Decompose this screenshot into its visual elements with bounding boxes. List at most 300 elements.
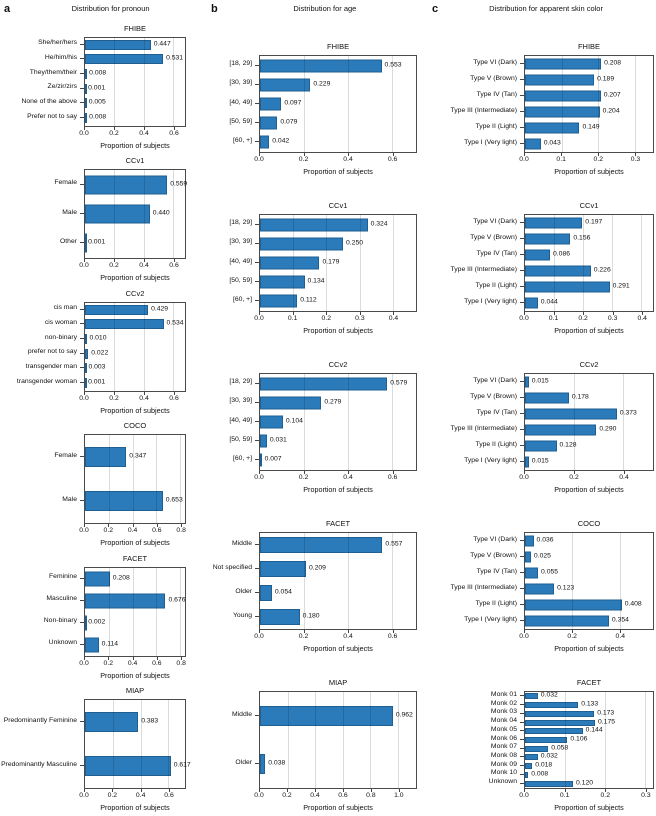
- x-axis-label: Proportion of subjects: [554, 803, 624, 812]
- bar-chart-b-miap: [211, 678, 432, 812]
- bar-chart-c-coco: [432, 519, 654, 653]
- panel-c-header: [432, 4, 654, 17]
- bar: [260, 136, 269, 149]
- chart-title: FACET: [325, 519, 351, 528]
- bar-value-label: 0.207: [603, 91, 621, 99]
- y-row: [4, 434, 84, 478]
- chart-title: CCv1: [328, 201, 348, 210]
- bar: [260, 256, 319, 269]
- bar-row: [525, 406, 653, 422]
- bar: [525, 234, 570, 245]
- y-row: [432, 691, 524, 700]
- y-row: [211, 93, 259, 112]
- x-axis: [519, 471, 654, 483]
- bar-value-label: 0.354: [611, 616, 629, 624]
- x-tick-label: 0.4: [615, 633, 626, 640]
- y-tick-label: Feminine: [49, 573, 77, 581]
- x-tick-label: 0.2: [109, 262, 119, 269]
- bar-row: [525, 779, 653, 788]
- y-tick-label: Type VI (Dark): [473, 376, 517, 384]
- bar-value-label: 0.038: [268, 759, 286, 767]
- y-tick-label: He/him/his: [44, 54, 77, 62]
- y-tick-label: Monk 08: [490, 751, 517, 759]
- y-row: [211, 291, 259, 310]
- bar-value-label: 0.204: [602, 107, 620, 115]
- x-tick-label: 0.0: [519, 633, 529, 640]
- bar: [85, 349, 88, 359]
- y-row: [4, 611, 84, 633]
- x-tick-label: 0.2: [298, 474, 309, 481]
- y-axis-labels: [4, 567, 84, 657]
- bar-row: [85, 568, 185, 590]
- x-axis: [79, 524, 186, 536]
- bar-row: [85, 170, 188, 199]
- y-row: [211, 74, 259, 93]
- bar-value-label: 0.208: [604, 59, 622, 67]
- x-tick-label: 0.2: [103, 527, 114, 534]
- chart-title: CCv2: [125, 288, 145, 298]
- bar-row: [525, 533, 653, 549]
- y-row: [4, 66, 84, 81]
- chart-plot-region: [432, 214, 654, 312]
- bar-value-label: 0.018: [535, 761, 553, 769]
- y-row: [211, 580, 259, 604]
- x-tick-label: 0.2: [298, 633, 309, 640]
- bar-value-label: 0.112: [300, 296, 317, 304]
- y-row: [211, 739, 259, 787]
- bar-value-label: 0.015: [531, 377, 549, 385]
- x-tick-label: 0.3: [607, 315, 618, 322]
- x-tick-label: 0.4: [139, 262, 149, 269]
- x-axis: [519, 312, 654, 324]
- gridline: [156, 568, 157, 656]
- y-tick-label: Type VI (Dark): [473, 58, 517, 66]
- bar-value-label: 0.005: [88, 99, 106, 107]
- gridline: [109, 435, 110, 523]
- y-tick-label: Type IV (Tan): [476, 90, 517, 98]
- bar-value-label: 0.531: [166, 55, 184, 63]
- bar-value-label: 0.250: [346, 239, 364, 247]
- bar: [525, 266, 591, 277]
- chart-plot-region: [432, 532, 654, 630]
- y-axis-labels: [432, 55, 524, 153]
- bar-row: [85, 435, 185, 479]
- bar: [525, 425, 596, 436]
- bar-value-label: 0.226: [593, 266, 611, 274]
- y-tick-label: Monk 04: [490, 717, 517, 725]
- plot-area: [524, 691, 654, 789]
- bar-chart-c-facet: [432, 678, 654, 812]
- y-tick-label: Middle: [232, 539, 253, 547]
- gridline: [180, 568, 181, 656]
- y-row: [432, 453, 524, 469]
- bar-row: [85, 590, 185, 612]
- bar-row: [85, 52, 185, 67]
- panel-c: [432, 4, 654, 812]
- bar-row: [525, 454, 653, 470]
- y-row: [432, 55, 524, 71]
- y-tick-label: [18, 29]: [229, 60, 253, 68]
- gridline: [144, 303, 145, 391]
- y-row: [211, 604, 259, 628]
- bar-row: [85, 111, 185, 126]
- y-tick-label: [60, +]: [232, 454, 253, 462]
- chart-plot-region: [4, 434, 211, 524]
- bar-row: [525, 727, 653, 736]
- chart-plot-region: [211, 214, 432, 312]
- y-row: [432, 87, 524, 103]
- bar-chart-a-ccv1: [4, 156, 211, 282]
- bar: [85, 319, 164, 329]
- bar: [260, 415, 283, 428]
- x-tick-label: 0.4: [388, 315, 399, 322]
- gridline: [144, 38, 145, 126]
- plot-area: [524, 532, 654, 630]
- bar: [260, 237, 343, 250]
- bar-value-label: 0.156: [573, 234, 591, 242]
- y-row: [4, 37, 84, 52]
- panel-c-title: Distribution for apparent skin color: [489, 4, 603, 13]
- x-tick-label: 0.4: [127, 527, 138, 534]
- x-tick-label: 0.6: [152, 527, 162, 534]
- x-tick-label: 0.4: [139, 129, 149, 137]
- x-tick-label: 0.2: [600, 792, 610, 799]
- y-row: [4, 110, 84, 125]
- bar-row: [85, 634, 185, 656]
- plot-area: [259, 373, 417, 471]
- x-axis-label: Proportion of subjects: [100, 670, 170, 680]
- bar-value-label: 0.429: [151, 305, 169, 313]
- bar: [260, 454, 262, 467]
- gridline: [623, 374, 624, 470]
- bar-chart-a-coco: [4, 421, 211, 547]
- y-tick-label: Type I (Very light): [464, 615, 517, 623]
- y-tick-label: Type III (Intermediate): [450, 583, 517, 591]
- y-row: [432, 532, 524, 548]
- gridline: [392, 374, 393, 470]
- x-tick-label: 0.2: [593, 156, 604, 163]
- y-row: [432, 421, 524, 437]
- bar-value-label: 0.036: [536, 536, 554, 544]
- panel-b-header: [211, 4, 432, 17]
- bar: [85, 305, 148, 315]
- bar: [85, 756, 171, 776]
- chart-title: MIAP: [328, 678, 348, 687]
- bar: [525, 737, 567, 743]
- bar-row: [525, 263, 653, 279]
- bar: [260, 585, 272, 601]
- y-tick-label: Monk 01: [490, 690, 517, 698]
- y-tick-label: [40, 49]: [229, 98, 253, 106]
- bar: [85, 615, 87, 630]
- gridline: [343, 692, 344, 788]
- x-axis: [519, 153, 654, 165]
- bar: [525, 250, 550, 261]
- y-tick-label: Middle: [232, 710, 253, 718]
- bar-row: [525, 215, 653, 231]
- bar: [525, 754, 538, 760]
- x-tick-label: 0.6: [387, 474, 398, 481]
- y-row: [4, 375, 84, 390]
- y-tick-label: [18, 29]: [229, 378, 253, 386]
- bar-value-label: 0.279: [324, 398, 342, 406]
- y-row: [432, 700, 524, 709]
- bar-row: [525, 565, 653, 581]
- x-tick-label: 0.0: [519, 315, 529, 322]
- x-tick-label: 0.0: [79, 262, 89, 269]
- bar-value-label: 0.133: [581, 700, 599, 708]
- x-tick-label: 0.6: [164, 792, 174, 799]
- x-axis-label: Proportion of subjects: [100, 803, 170, 812]
- bar: [525, 139, 541, 150]
- y-tick-label: They/them/their: [29, 68, 77, 76]
- bar: [525, 441, 557, 452]
- bar-chart-b-ccv1: [211, 201, 432, 335]
- chart-plot-region: [4, 567, 211, 657]
- x-axis: [254, 471, 417, 483]
- y-row: [211, 691, 259, 739]
- bar: [260, 377, 387, 390]
- chart-title: COCO: [123, 421, 147, 430]
- gridline: [304, 56, 305, 152]
- bar-row: [525, 295, 653, 311]
- chart-plot-region: [1, 699, 211, 789]
- bar-value-label: 0.347: [129, 452, 147, 460]
- x-tick-label: 0.2: [109, 394, 119, 402]
- chart-title: MIAP: [125, 686, 145, 695]
- y-row: [432, 294, 524, 310]
- panel-a-letter: a: [4, 3, 11, 15]
- plot-area: [259, 214, 417, 312]
- y-row: [4, 331, 84, 346]
- bar: [260, 97, 281, 110]
- bar-value-label: 0.617: [173, 761, 191, 769]
- x-tick-label: 0.0: [519, 156, 529, 163]
- bar: [525, 75, 594, 86]
- y-tick-label: Monk 09: [490, 760, 517, 768]
- x-tick-label: 0.4: [135, 792, 146, 799]
- y-tick-label: Older: [235, 587, 253, 595]
- x-tick-label: 0.6: [152, 659, 162, 667]
- bar-value-label: 0.144: [585, 726, 603, 734]
- y-tick-label: Not specified: [212, 563, 253, 571]
- y-axis-labels: [4, 302, 84, 392]
- bar-value-label: 0.044: [540, 298, 558, 306]
- bar-value-label: 0.104: [285, 417, 303, 425]
- y-row: [432, 119, 524, 135]
- x-axis: [79, 657, 186, 669]
- bar: [260, 59, 382, 72]
- y-row: [4, 345, 84, 360]
- x-tick-label: 0.4: [343, 474, 353, 481]
- bar-value-label: 0.209: [308, 564, 326, 572]
- x-tick-label: 0.0: [519, 474, 529, 481]
- bar: [260, 78, 310, 91]
- bar: [85, 491, 163, 511]
- y-row: [432, 726, 524, 735]
- y-row: [432, 103, 524, 119]
- y-tick-label: Type II (Light): [475, 440, 517, 448]
- y-tick-label: Type IV (Tan): [476, 408, 517, 416]
- y-tick-label: Type VI (Dark): [473, 217, 517, 225]
- bar-value-label: 0.001: [88, 378, 106, 386]
- bar: [525, 584, 554, 595]
- y-row: [4, 95, 84, 110]
- y-row: [432, 717, 524, 726]
- y-tick-label: [50, 59]: [229, 276, 253, 284]
- bar: [85, 712, 138, 732]
- chart-title: FACET: [576, 678, 602, 687]
- plot-area: [84, 434, 186, 524]
- y-tick-label: Young: [233, 611, 253, 619]
- y-axis-labels: [211, 373, 259, 471]
- gridline: [293, 215, 294, 311]
- bar-row: [85, 361, 185, 376]
- y-tick-label: [50, 59]: [229, 435, 253, 443]
- x-axis: [79, 789, 186, 801]
- y-row: [432, 743, 524, 752]
- bar-chart-a-fhibe: [4, 24, 211, 150]
- bar-value-label: 0.676: [168, 596, 186, 604]
- gridline: [348, 374, 349, 470]
- chart-title: COCO: [577, 519, 601, 528]
- x-axis-label: Proportion of subjects: [554, 644, 624, 653]
- y-row: [432, 437, 524, 453]
- y-row: [211, 431, 259, 450]
- bar-value-label: 0.557: [385, 540, 403, 548]
- y-row: [432, 769, 524, 778]
- bar: [85, 40, 151, 50]
- y-tick-label: cis woman: [44, 319, 77, 327]
- x-axis-label: Proportion of subjects: [100, 538, 170, 547]
- bar-chart-b-fhibe: [211, 42, 432, 176]
- x-tick-label: 0.2: [567, 633, 577, 640]
- bar-row: [525, 701, 653, 710]
- gridline: [574, 374, 575, 470]
- y-row: [4, 302, 84, 317]
- bar-value-label: 0.208: [112, 574, 130, 582]
- y-tick-label: prefer not to say: [27, 348, 77, 356]
- bar: [85, 447, 126, 467]
- y-row: [4, 51, 84, 66]
- y-tick-label: Type I (Very light): [464, 297, 517, 305]
- gridline: [620, 533, 621, 629]
- y-row: [432, 708, 524, 717]
- chart-plot-region: [432, 691, 654, 789]
- x-tick-label: 0.6: [338, 792, 348, 799]
- bar-value-label: 0.015: [531, 457, 549, 465]
- y-row: [4, 228, 84, 257]
- y-axis-labels: [4, 434, 84, 524]
- bar-value-label: 0.134: [307, 277, 325, 285]
- bar-value-label: 0.324: [370, 220, 388, 228]
- gridline: [605, 692, 606, 788]
- bar: [85, 69, 87, 79]
- bar: [85, 334, 87, 344]
- bar: [85, 113, 87, 123]
- y-row: [1, 743, 84, 787]
- x-tick-label: 0.4: [637, 315, 647, 322]
- panel-b: [211, 4, 432, 812]
- bar-row: [260, 692, 416, 740]
- bar: [525, 59, 601, 70]
- bar-value-label: 0.055: [541, 568, 559, 576]
- gridline: [114, 303, 115, 391]
- y-tick-label: Prefer not to say: [27, 112, 77, 120]
- y-tick-label: Monk 06: [490, 734, 517, 742]
- bar: [85, 84, 87, 94]
- y-axis-labels: [4, 37, 84, 127]
- y-row: [211, 392, 259, 411]
- gridline: [635, 56, 636, 152]
- bar-chart-a-miap: [1, 686, 211, 812]
- bar: [85, 98, 87, 108]
- chart-plot-region: [211, 532, 432, 630]
- bar-row: [85, 332, 185, 347]
- plot-area: [84, 169, 186, 259]
- chart-title: FHIBE: [577, 42, 601, 51]
- bar: [525, 282, 610, 293]
- x-tick-label: 0.4: [139, 394, 149, 402]
- bar-value-label: 0.373: [619, 409, 637, 417]
- bar-row: [525, 581, 653, 597]
- bar-row: [525, 549, 653, 565]
- y-row: [432, 373, 524, 389]
- y-tick-label: Type III (Intermediate): [450, 424, 517, 432]
- y-tick-label: Male: [62, 495, 77, 503]
- gridline: [645, 692, 646, 788]
- y-tick-label: Type II (Light): [475, 599, 517, 607]
- chart-title: CCv2: [579, 360, 599, 369]
- y-row: [4, 567, 84, 589]
- y-tick-label: Unknown: [488, 778, 517, 786]
- bar-row: [525, 613, 653, 629]
- y-tick-label: Monk 07: [490, 743, 517, 751]
- plot-area: [524, 55, 654, 153]
- gridline: [348, 533, 349, 629]
- gridline: [168, 700, 169, 788]
- gridline: [114, 38, 115, 126]
- x-axis: [519, 630, 654, 642]
- x-axis: [254, 789, 417, 801]
- bar-value-label: 0.175: [598, 718, 616, 726]
- y-row: [432, 580, 524, 596]
- y-axis-labels: [1, 699, 84, 789]
- bar-row: [525, 709, 653, 718]
- y-row: [432, 230, 524, 246]
- bar-row: [85, 199, 185, 228]
- bar-value-label: 0.579: [390, 379, 408, 387]
- bar-value-label: 0.534: [166, 320, 184, 328]
- bar-row: [525, 247, 653, 263]
- bar-value-label: 0.114: [101, 640, 119, 648]
- x-tick-label: 0.6: [169, 394, 179, 402]
- bar-row: [85, 612, 185, 634]
- gridline: [315, 692, 316, 788]
- bar-row: [85, 346, 185, 361]
- x-axis-label: Proportion of subjects: [303, 485, 373, 494]
- x-axis-label: Proportion of subjects: [100, 405, 170, 415]
- x-axis: [254, 630, 417, 642]
- bar-value-label: 0.097: [284, 99, 302, 107]
- chart-title: CCv1: [579, 201, 599, 210]
- bar-chart-c-fhibe: [432, 42, 654, 176]
- bar-row: [85, 376, 185, 391]
- y-row: [432, 761, 524, 770]
- bar-value-label: 0.180: [302, 612, 320, 620]
- y-axis-labels: [4, 169, 84, 259]
- y-row: [211, 113, 259, 132]
